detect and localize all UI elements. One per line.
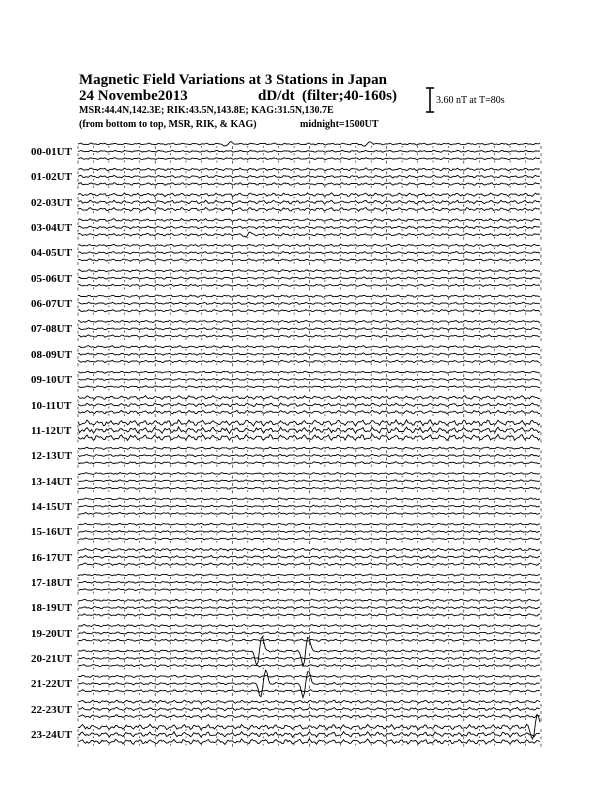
minute-ticks: [78, 508, 541, 511]
trace-rik: [78, 302, 540, 305]
minute-ticks: [78, 686, 541, 689]
minute-ticks: [78, 425, 541, 428]
trace-kag: [78, 168, 540, 171]
chart-title: Magnetic Field Variations at 3 Stations in Japan: [79, 72, 387, 88]
minute-ticks: [78, 476, 541, 479]
minute-ticks: [78, 729, 541, 732]
trace-rik: [78, 175, 540, 178]
minute-ticks: [78, 237, 541, 240]
trace-kag: [78, 700, 540, 703]
hour-label: 00-01UT: [31, 146, 72, 158]
minute-ticks: [78, 617, 541, 620]
minute-ticks: [78, 414, 541, 417]
hour-label: 17-18UT: [31, 576, 72, 589]
trace-msr: [78, 512, 540, 514]
minute-ticks: [78, 204, 541, 207]
minute-ticks: [78, 363, 541, 366]
minute-ticks: [78, 566, 541, 569]
hour-label: 05-06UT: [31, 272, 72, 285]
minute-ticks: [78, 483, 541, 486]
trace-kag: [78, 269, 540, 272]
trace-msr: [78, 208, 540, 212]
hour-label: 12-13UT: [31, 450, 72, 463]
trace-kag: [78, 447, 540, 450]
minute-ticks: [78, 653, 541, 656]
trace-rik: [78, 454, 540, 457]
scale-bar-icon: [426, 88, 434, 112]
minute-ticks: [78, 229, 541, 232]
minute-ticks: [78, 660, 541, 663]
trace-msr: [78, 183, 540, 186]
hour-label: 11-12UT: [31, 424, 72, 437]
minute-ticks: [78, 407, 541, 410]
trace-rik: [78, 606, 540, 609]
trace-rik: [78, 403, 540, 407]
minute-ticks: [78, 153, 541, 156]
hour-label: 19-20UT: [31, 627, 72, 640]
minute-ticks: [78, 324, 541, 327]
trace-rik: [78, 670, 540, 697]
minute-ticks: [78, 704, 541, 707]
trace-rik: [78, 427, 540, 434]
hour-label: 14-15UT: [31, 500, 72, 513]
hour-label: 21-22UT: [31, 678, 72, 691]
trace-kag: [78, 548, 540, 551]
trace-msr: [78, 335, 540, 338]
hour-label: 08-09UT: [31, 348, 72, 361]
hour-label: 07-08UT: [31, 323, 72, 336]
trace-kag: [78, 396, 540, 400]
minute-ticks: [78, 432, 541, 435]
minute-ticks: [78, 526, 541, 529]
hour-label: 06-07UT: [31, 298, 72, 311]
minute-ticks: [78, 186, 541, 189]
minute-ticks: [78, 534, 541, 537]
minute-ticks: [78, 374, 541, 377]
minute-ticks: [78, 501, 541, 504]
trace-rik: [78, 226, 540, 229]
trace-rik: [78, 277, 540, 280]
trace-msr: [78, 232, 540, 237]
trace-rik: [78, 252, 540, 255]
trace-kag: [78, 675, 540, 678]
chart-date: 24 Novembe2013: [79, 88, 188, 104]
minute-ticks: [78, 693, 541, 696]
hour-label: 04-05UT: [31, 247, 72, 260]
trace-msr: [78, 690, 540, 693]
minute-ticks: [78, 668, 541, 671]
minute-ticks: [78, 602, 541, 605]
trace-rik: [78, 657, 540, 659]
trace-msr: [78, 462, 540, 465]
minute-ticks: [78, 381, 541, 384]
minute-ticks: [78, 222, 541, 225]
trace-msr: [78, 715, 540, 718]
trace-rik: [78, 531, 540, 533]
hour-label: 22-23UT: [31, 703, 72, 716]
minute-ticks: [78, 356, 541, 359]
hour-label: 23-24UT: [31, 729, 72, 742]
hour-label: 03-04UT: [31, 222, 72, 235]
trace-rik: [78, 353, 540, 355]
trace-kag: [78, 498, 540, 500]
trace-msr: [78, 386, 540, 388]
hour-label: 01-02UT: [31, 171, 72, 184]
minute-ticks: [78, 338, 541, 341]
trace-kag: [78, 574, 540, 576]
filter-label: (filter;40-160s): [302, 88, 397, 104]
trace-rik: [78, 555, 540, 558]
trace-rik: [78, 732, 540, 738]
midnight-note: midnight=1500UT: [300, 119, 379, 130]
minute-ticks: [78, 516, 541, 519]
trace-kag: [78, 244, 540, 247]
trace-msr: [78, 664, 540, 667]
scale-label: 3.60 nT at T=80s: [436, 95, 505, 106]
trace-kag: [78, 141, 540, 146]
trace-kag: [78, 473, 540, 475]
hour-label: 02-03UT: [31, 196, 72, 209]
minute-ticks: [78, 559, 541, 562]
minute-ticks: [78, 280, 541, 283]
trace-msr: [78, 360, 540, 363]
hour-label: 09-10UT: [31, 374, 72, 387]
minute-ticks: [78, 313, 541, 316]
minute-ticks: [78, 331, 541, 334]
trace-kag: [78, 420, 540, 426]
minute-ticks: [78, 465, 541, 468]
trace-rik: [78, 581, 540, 583]
minute-ticks: [78, 552, 541, 555]
minute-ticks: [78, 262, 541, 265]
trace-msr: [78, 434, 540, 440]
trace-msr: [78, 259, 540, 262]
trace-rik: [78, 200, 540, 204]
trace-rik: [78, 632, 540, 635]
station-order-note: (from bottom to top, MSR, RIK, & KAG): [79, 119, 257, 130]
trace-kag: [78, 371, 540, 373]
trace-msr: [78, 410, 540, 414]
minute-ticks: [78, 450, 541, 453]
minute-ticks: [78, 584, 541, 587]
trace-kag: [78, 193, 540, 197]
minute-ticks: [78, 711, 541, 714]
minute-ticks: [78, 541, 541, 544]
trace-msr: [78, 538, 540, 540]
trace-kag: [78, 523, 540, 525]
minute-ticks: [78, 146, 541, 149]
trace-kag: [78, 219, 540, 222]
minute-ticks: [78, 171, 541, 174]
minute-ticks: [78, 592, 541, 595]
minute-ticks: [78, 718, 541, 721]
trace-rik: [78, 328, 540, 331]
trace-rik: [78, 707, 540, 710]
trace-panel: [78, 141, 541, 746]
trace-msr: [78, 563, 540, 566]
trace-rik: [78, 150, 540, 152]
trace-rik: [78, 480, 540, 482]
minute-ticks: [78, 440, 541, 443]
minute-ticks: [78, 744, 541, 747]
minute-ticks: [78, 161, 541, 164]
trace-kag: [78, 320, 540, 322]
trace-msr: [78, 739, 540, 744]
trace-msr: [78, 614, 540, 617]
hour-label: 18-19UT: [31, 602, 72, 615]
trace-msr: [78, 284, 540, 287]
minute-ticks: [78, 458, 541, 461]
minute-ticks: [78, 642, 541, 645]
trace-msr: [78, 487, 540, 489]
hour-label: 10-11UT: [31, 399, 72, 412]
minute-ticks: [78, 628, 541, 631]
minute-ticks: [78, 610, 541, 613]
minute-ticks: [78, 287, 541, 290]
quantity-label: dD/dt: [258, 88, 295, 104]
minute-ticks: [78, 635, 541, 638]
trace-rik: [78, 505, 540, 507]
trace-msr: [78, 310, 540, 312]
minute-ticks: [78, 273, 541, 276]
station-coordinates: MSR:44.4N,142.3E; RIK:43.5N,143.8E; KAG:31.5N,130.7E: [79, 105, 334, 116]
minute-ticks: [78, 197, 541, 200]
minute-ticks: [78, 736, 541, 739]
minute-ticks: [78, 577, 541, 580]
trace-rik: [78, 379, 540, 381]
minute-ticks: [78, 490, 541, 493]
trace-kag: [78, 624, 540, 627]
minute-ticks: [78, 400, 541, 403]
minute-ticks: [78, 349, 541, 352]
trace-kag: [78, 346, 540, 348]
minute-ticks: [78, 179, 541, 182]
minute-ticks: [78, 255, 541, 258]
minute-ticks: [78, 678, 541, 681]
minute-ticks: [78, 389, 541, 392]
trace-kag: [78, 599, 540, 601]
hour-label: 15-16UT: [31, 526, 72, 539]
trace-msr: [78, 589, 540, 591]
trace-kag: [78, 295, 540, 298]
minute-ticks: [78, 211, 541, 214]
hour-label: 16-17UT: [31, 551, 72, 564]
minute-ticks: [78, 247, 541, 250]
minute-ticks: [78, 298, 541, 301]
minute-ticks: [78, 305, 541, 308]
trace-msr: [78, 158, 540, 160]
hour-label: 20-21UT: [31, 653, 72, 665]
hour-label: 13-14UT: [31, 475, 72, 488]
